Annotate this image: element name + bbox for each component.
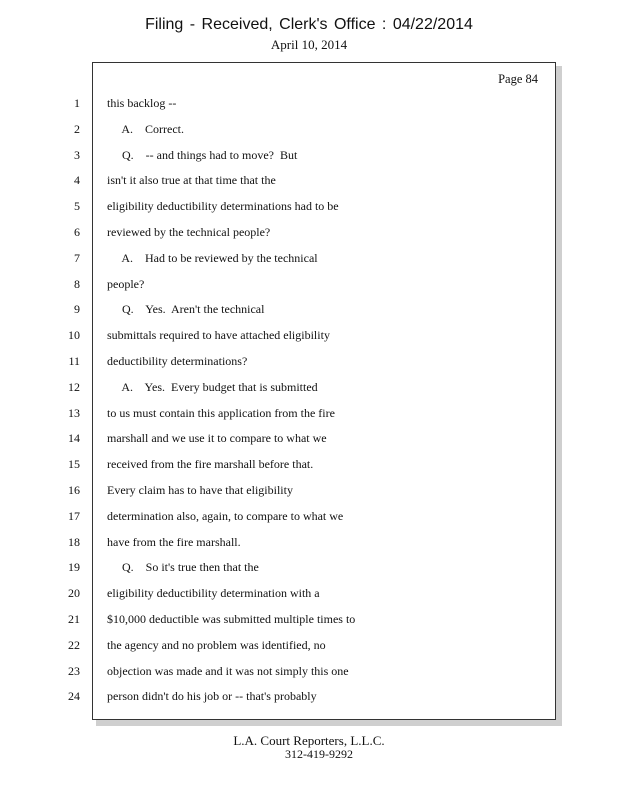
- line-number: 22: [68, 638, 80, 652]
- line-number: 4: [74, 173, 80, 187]
- filing-stamp: Filing - Received, Clerk's Office : 04/22/2014: [145, 16, 473, 33]
- transcript-line-text: have from the fire marshall.: [107, 535, 241, 549]
- line-number: 9: [74, 302, 80, 316]
- line-number: 8: [74, 277, 80, 291]
- line-number: 24: [68, 689, 80, 703]
- line-number: 17: [68, 509, 80, 523]
- page-number: Page 84: [498, 72, 538, 86]
- line-number: 5: [74, 199, 80, 213]
- transcript-line-text: A. Correct.: [107, 122, 184, 136]
- line-number: 16: [68, 483, 80, 497]
- line-number: 18: [68, 535, 80, 549]
- line-number: 11: [68, 354, 80, 368]
- transcript-line-text: eligibility deductibility determination with a: [107, 586, 320, 600]
- line-number: 15: [68, 457, 80, 471]
- line-number: 1: [74, 96, 80, 110]
- line-number: 7: [74, 251, 80, 265]
- transcript-line-text: Q. -- and things had to move? But: [107, 148, 298, 162]
- transcript-line-text: the agency and no problem was identified, no: [107, 638, 326, 652]
- transcript-line-text: Q. Yes. Aren't the technical: [107, 302, 265, 316]
- line-number: 2: [74, 122, 80, 136]
- transcript-line-text: eligibility deductibility determinations had to be: [107, 199, 339, 213]
- transcript-line-text: $10,000 deductible was submitted multiple times to: [107, 612, 356, 626]
- transcript-line-text: Q. So it's true then that the: [107, 560, 259, 574]
- line-number: 23: [68, 664, 80, 678]
- line-number: 3: [74, 148, 80, 162]
- transcript-line-text: this backlog --: [107, 96, 177, 110]
- transcript-line-text: reviewed by the technical people?: [107, 225, 271, 239]
- transcript-line-text: deductibility determinations?: [107, 354, 248, 368]
- hearing-date: April 10, 2014: [270, 37, 348, 52]
- transcript-line-text: person didn't do his job or -- that's probably: [107, 689, 317, 703]
- line-number: 6: [74, 225, 80, 239]
- transcript-line-text: people?: [107, 277, 145, 291]
- transcript-line-text: to us must contain this application from the fire: [107, 406, 335, 420]
- transcript-line-text: received from the fire marshall before that.: [107, 457, 314, 471]
- line-number: 19: [68, 560, 80, 574]
- line-number: 21: [68, 612, 80, 626]
- court-reporter-phone: 312-419-9292: [285, 747, 353, 761]
- court-reporter-name: L.A. Court Reporters, L.L.C.: [233, 733, 385, 748]
- transcript-line-text: determination also, again, to compare to what we: [107, 509, 344, 523]
- line-number: 13: [68, 406, 80, 420]
- transcript-line-text: objection was made and it was not simply this one: [107, 664, 349, 678]
- transcript-line-text: marshall and we use it to compare to what we: [107, 431, 327, 445]
- line-number: 14: [68, 431, 80, 445]
- line-number: 20: [68, 586, 80, 600]
- line-number: 10: [68, 328, 80, 342]
- transcript-line-text: A. Had to be reviewed by the technical: [107, 251, 318, 265]
- transcript-line-text: A. Yes. Every budget that is submitted: [107, 380, 318, 394]
- transcript-line-text: isn't it also true at that time that the: [107, 173, 276, 187]
- transcript-line-text: Every claim has to have that eligibility: [107, 483, 293, 497]
- transcript-line-text: submittals required to have attached eligibility: [107, 328, 330, 342]
- line-number: 12: [68, 380, 80, 394]
